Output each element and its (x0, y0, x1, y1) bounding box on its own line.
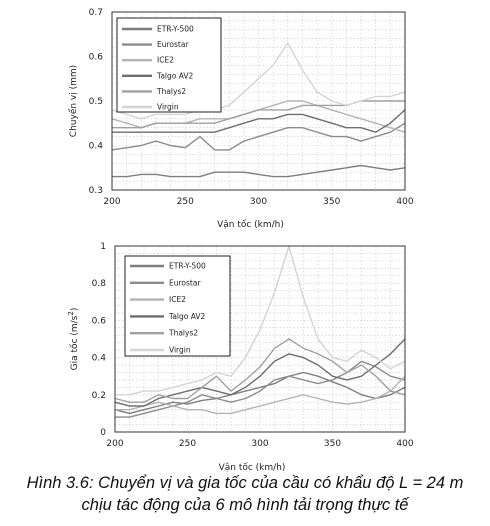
y-tick-label: 0.8 (91, 279, 106, 290)
x-tick-label: 350 (323, 197, 341, 207)
legend-label: Virgin (157, 102, 179, 112)
legend-label: ICE2 (157, 55, 174, 65)
legend-label: Thalys2 (169, 328, 199, 338)
y-tick-label: 0.6 (88, 52, 103, 63)
legend (125, 256, 230, 356)
x-tick-label: 250 (176, 197, 194, 207)
legend-label: Eurostar (169, 278, 201, 288)
y-tick-label: 0.4 (91, 353, 106, 364)
x-axis-label: Vận tốc (km/h) (218, 463, 286, 473)
legend-label: Talgo AV2 (157, 71, 194, 81)
figure-caption-line-2: chịu tác động của 6 mô hình tải trọng thực tế (81, 496, 409, 514)
legend-label: Virgin (169, 345, 191, 355)
x-tick-label: 300 (249, 197, 268, 207)
y-tick-label: 0.6 (91, 316, 106, 327)
legend-label: ICE2 (169, 295, 186, 305)
y-axis-label-close: ) (70, 307, 80, 312)
y-axis-label: Gia tốc $(m/s^2)$ (67, 307, 80, 371)
y-tick-label: 0.4 (88, 141, 103, 152)
chart-2 (67, 242, 414, 473)
x-tick-label: 300 (251, 439, 269, 449)
legend-label: ETR-Y-500 (169, 261, 206, 271)
y-tick-label: 0.2 (91, 390, 106, 401)
y-tick-label: 0 (100, 428, 106, 438)
chart-1 (68, 8, 414, 230)
legend-label: Eurostar (157, 40, 189, 50)
y-tick-label: 0.5 (88, 97, 103, 107)
x-tick-label: 200 (103, 197, 121, 207)
x-tick-label: 400 (396, 197, 414, 207)
x-tick-label: 250 (178, 439, 197, 449)
x-tick-label: 350 (323, 439, 342, 449)
legend-label: Talgo AV2 (169, 311, 206, 321)
x-axis-label: Vận tốc (km/h) (217, 220, 284, 230)
x-tick-label: 200 (106, 439, 124, 449)
legend (117, 18, 221, 112)
x-tick-label: 400 (396, 439, 414, 449)
y-tick-label: 1 (100, 242, 106, 252)
y-tick-label: 0.7 (88, 8, 103, 18)
figure-caption-line-1: Hình 3.6: Chuyển vị và gia tốc của cầu có khẩu độ L = 24 m (26, 474, 464, 492)
legend-box (125, 256, 230, 356)
y-tick-label: 0.3 (88, 186, 103, 196)
y-axis-label-superscript: 2 (67, 311, 75, 316)
legend-label: Thalys2 (157, 86, 187, 96)
legend-label: ETR-Y-500 (157, 24, 194, 34)
y-axis-label: Chuyển vị (mm) (69, 64, 79, 138)
